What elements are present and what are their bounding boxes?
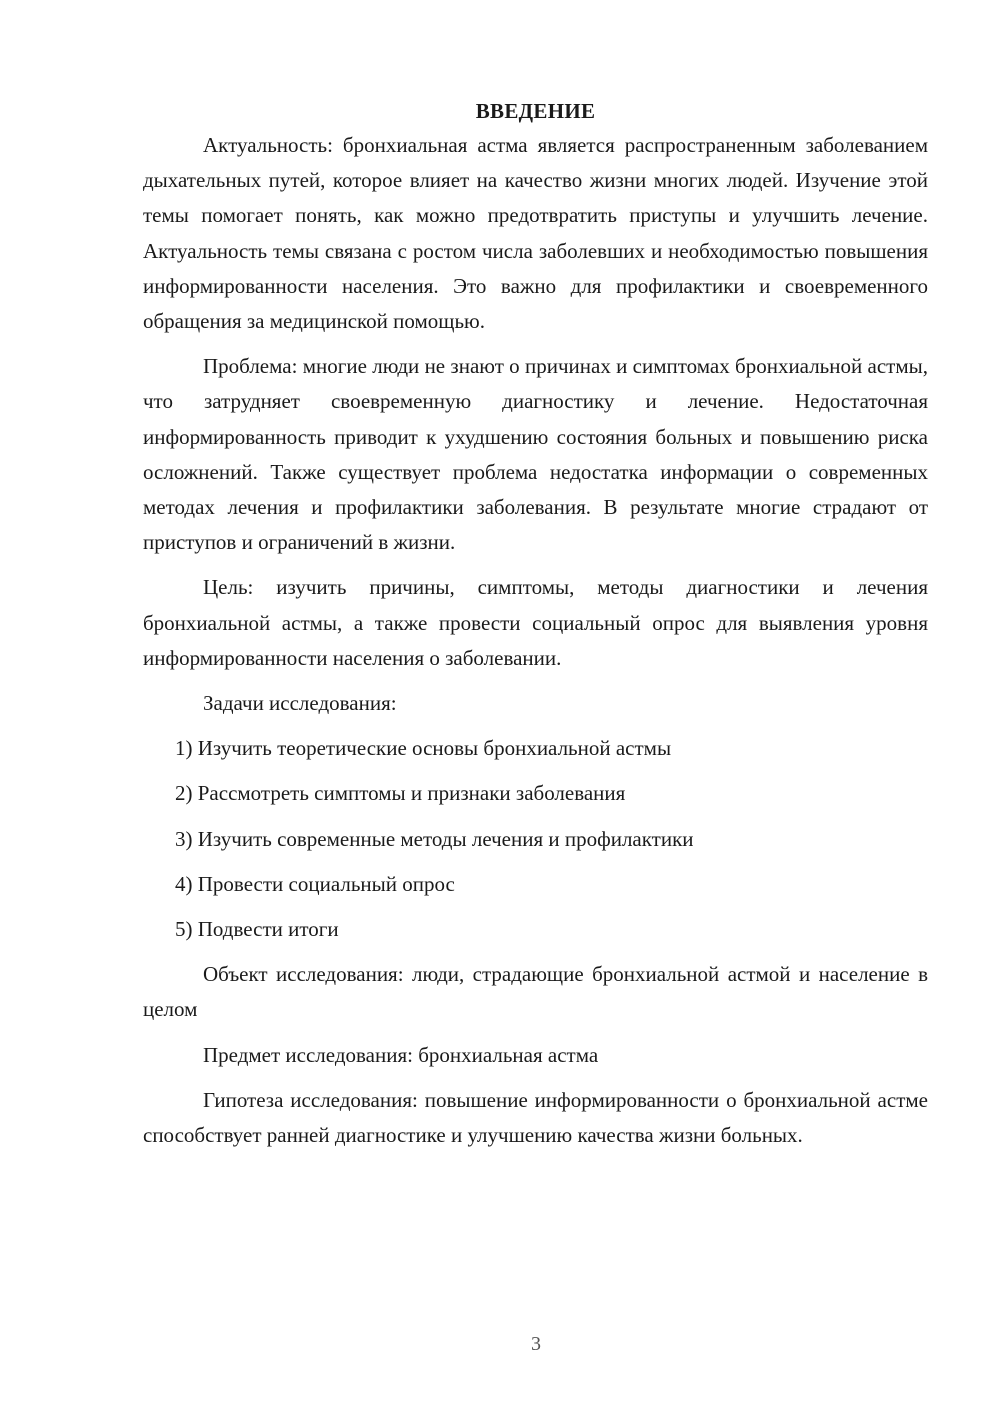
problem-paragraph: Проблема: многие люди не знают о причинах и симптомах бронхиальной астмы, что затрудняет своевременную диагностику и лечение. Недостаточная информированность приводит к ухудшению состояния больных и повышению риска осложнений. Также существует проблема недостатка информации о современных методах лечения и профилактики заболевания. В результате многие страдают от приступов и ограничений в жизни. xyxy=(143,354,928,555)
tasks-heading: Задачи исследования: xyxy=(203,691,397,716)
tasks-list xyxy=(143,731,928,947)
task-item: 4) Провести социальный опрос xyxy=(175,871,455,896)
relevance-paragraph: Актуальность: бронхиальная астма является распространенным заболеванием дыхательных путей, которое влияет на качество жизни многих людей. Изучение этой темы помогает понять, как можно предотвратить приступы и улучшить лечение. Актуальность темы связана с ростом числа заболевших и необходимостью повышения информированности населения. Это важно для профилактики и своевременного обращения за медицинской помощью. xyxy=(143,133,928,334)
task-item: 3) Изучить современные методы лечения и профилактики xyxy=(175,826,694,851)
goal-paragraph: Цель: изучить причины, симптомы, методы диагностики и лечения бронхиальной астмы, а также провести социальный опрос для выявления уровня информированности населения о заболевании. xyxy=(143,575,928,670)
object-paragraph: Объект исследования: люди, страдающие бронхиальной астмой и население в целом xyxy=(143,962,928,1022)
task-item: 2) Рассмотреть симптомы и признаки заболевания xyxy=(175,781,626,806)
hypothesis-paragraph: Гипотеза исследования: повышение информированности о бронхиальной астме способствует ранней диагностике и улучшению качества жизни больных. xyxy=(143,1087,928,1148)
subject-paragraph: Предмет исследования: бронхиальная астма xyxy=(203,1042,599,1067)
page-number: 3 xyxy=(531,1333,541,1355)
section-title: ВВЕДЕНИЕ xyxy=(475,99,596,123)
document-body xyxy=(143,96,928,1163)
task-item: 1) Изучить теоретические основы бронхиальной астмы xyxy=(175,736,672,761)
task-item: 5) Подвести итоги xyxy=(175,917,339,942)
